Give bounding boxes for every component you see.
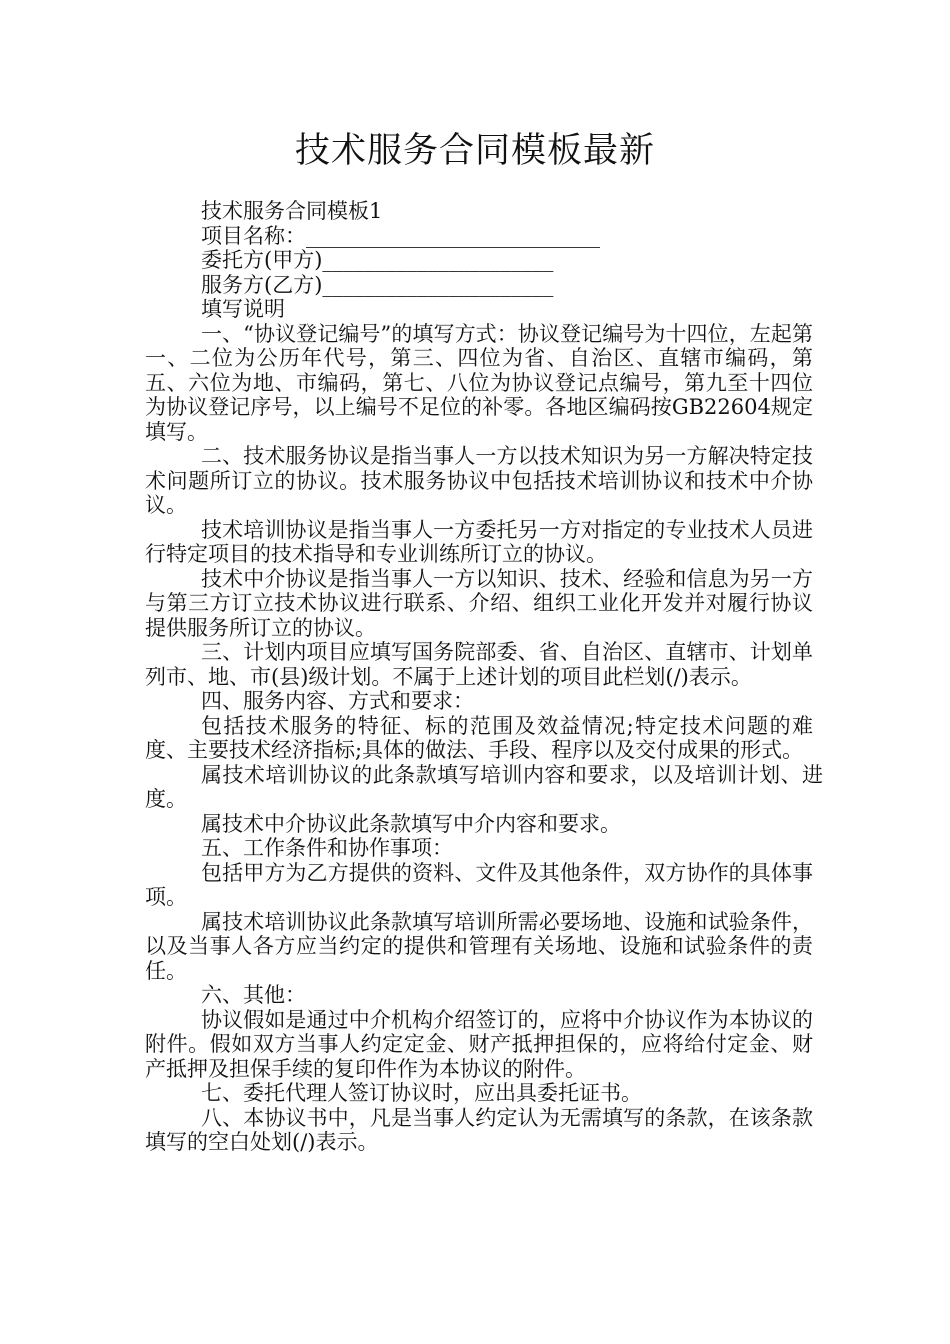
paragraph-blank-clauses: 八、本协议书中，凡是当事人约定认为无需填写的条款，在该条款填写的空白处划(/)表示。 <box>145 1105 813 1154</box>
paragraph-authorized-agent: 七、委托代理人签订协议时，应出具委托证书。 <box>201 1081 642 1105</box>
section-heading-other: 六、其他： <box>201 983 306 1007</box>
paragraph-registration-number: 一、“协议登记编号”的填写方式：协议登记编号为十四位，左起第一、二位为公历年代号，第三、四位为省、自治区、直辖市编码，第五、六位为地、市编码，第七、八位为协议登记点编号，第九至十四位为协议登记序号，以上编号不足位的补零。各地区编码按GB22604规定填写。 <box>145 321 813 444</box>
contract-template-heading: 技术服务合同模板1 <box>201 199 383 223</box>
paragraph-intermediary-agreement: 技术中介协议是指当事人一方以知识、技术、经验和信息为另一方与第三方订立技术协议进行联系、介绍、组织工业化开发并对履行协议提供服务所订立的协议。 <box>145 566 813 640</box>
document-body <box>145 199 823 1155</box>
paragraph-intermediary-content: 属技术中介协议此条款填写中介内容和要求。 <box>201 811 621 836</box>
section-heading-service-content: 四、服务内容、方式和要求： <box>201 689 474 713</box>
service-party-field: 服务方(乙方)______________________ <box>201 272 554 297</box>
paragraph-training-content: 属技术培训协议的此条款填写培训内容和要求，以及培训计划、进度。 <box>145 762 823 811</box>
paragraph-planned-projects: 三、计划内项目应填写国务院部委、省、自治区、直辖市、计划单列市、地、市(县)级计划。不属于上述计划的项目此栏划(/)表示。 <box>145 640 813 689</box>
section-heading-work-conditions: 五、工作条件和协作事项： <box>201 836 453 860</box>
paragraph-service-agreement-definition: 二、技术服务协议是指当事人一方以技术知识为另一方解决特定技术问题所订立的协议。技术服务协议中包括技术培训协议和技术中介协议。 <box>145 444 813 517</box>
client-party-field: 委托方(甲方)______________________ <box>201 248 554 272</box>
instructions-heading: 填写说明 <box>201 297 285 321</box>
paragraph-attachments: 协议假如是通过中介机构介绍签订的，应将中介协议作为本协议的附件。假如双方当事人约定定金、财产抵押担保的，应将给付定金、财产抵押及担保手续的复印件作为本协议的附件。 <box>145 1007 813 1081</box>
project-name-field: 项目名称：____________________________ <box>201 223 600 248</box>
paragraph-service-content-detail: 包括技术服务的特征、标的范围及效益情况;特定技术问题的难度、主要技术经济指标;具体的做法、手段、程序以及交付成果的形式。 <box>145 713 813 762</box>
paragraph-work-conditions-detail: 包括甲方为乙方提供的资料、文件及其他条件，双方协作的具体事项。 <box>145 860 813 909</box>
paragraph-training-facilities: 属技术培训协议此条款填写培训所需必要场地、设施和试验条件，以及当事人各方应当约定的提供和管理有关场地、设施和试验条件的责任。 <box>145 909 813 983</box>
document-title: 技术服务合同模板最新 <box>294 131 655 171</box>
paragraph-training-agreement: 技术培训协议是指当事人一方委托另一方对指定的专业技术人员进行特定项目的技术指导和专业训练所订立的协议。 <box>145 517 813 566</box>
